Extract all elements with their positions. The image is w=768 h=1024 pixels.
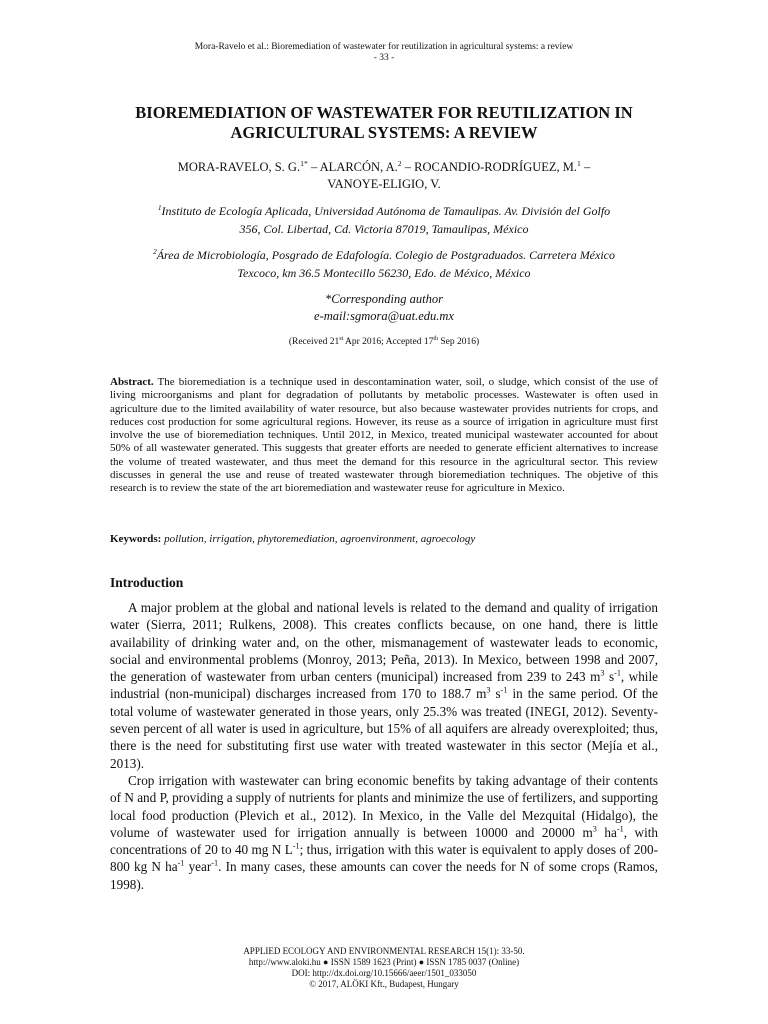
author-2: ALARCÓN, A. [319, 160, 398, 174]
author-separator: – [307, 160, 320, 174]
keywords-label: Keywords: [110, 533, 162, 545]
accepted-text: Apr 2016; Accepted 17 [343, 337, 434, 347]
corresponding-author-label: *Corresponding author [325, 292, 443, 306]
superscript: -1 [292, 841, 300, 851]
journal-issn: http://www.aloki.hu ● ISSN 1589 1623 (Print) ● ISSN 1785 0037 (Online) [248, 957, 520, 967]
affiliation-2-marker: 2 [153, 247, 157, 256]
abstract [110, 376, 658, 496]
author-3: ROCANDIO-RODRÍGUEZ, M. [414, 160, 578, 174]
paragraph-text: Crop irrigation with wastewater can bring economic benefits by taking advantage of their contents of N and P, providing a supply of nutrients for plants and minimize the use of fertilizers, and supporting local food production (Plevich et al., 2012). In Mexico, in the Valle del Mezquital (Hidalgo), the volume of wastewater used for irrigation annually is between 10000 and 20000 m [110, 772, 658, 840]
affiliation-1-line-2: 356, Col. Libertad, Cd. Victoria 87019, Tamaulipas, México [239, 222, 529, 236]
corresponding-email-line [110, 308, 658, 325]
affiliation-1 [110, 202, 658, 238]
journal-copyright: © 2017, ALÖKI Kft., Budapest, Hungary [309, 979, 459, 989]
paragraph [110, 772, 658, 893]
author-1: MORA-RAVELO, S. G. [177, 160, 301, 174]
introduction-body [110, 599, 658, 893]
paragraph-text: . In many cases, these amounts can cover the needs for N of some crops (Ramos, 1998). [110, 859, 658, 892]
accepted-ordinal: th [433, 335, 438, 342]
paragraph-text: ha [596, 824, 617, 840]
paragraph-text: s [604, 669, 615, 685]
journal-footer [110, 946, 658, 990]
paper-title [100, 103, 668, 143]
title-line-1: BIOREMEDIATION OF WASTEWATER FOR REUTILIZATION IN [135, 103, 633, 122]
received-text: (Received 21 [288, 337, 340, 347]
superscript: -1 [177, 859, 185, 869]
accepted-year: Sep 2016) [437, 337, 480, 347]
running-head [110, 42, 658, 64]
author-separator: – [401, 160, 415, 174]
keywords [110, 533, 658, 546]
paragraph-text: year [184, 859, 212, 875]
paragraph-text: s [490, 686, 501, 702]
author-list [110, 159, 658, 193]
journal-citation: APPLIED ECOLOGY AND ENVIRONMENTAL RESEARCH 15(1): 33-50. [243, 946, 525, 956]
superscript: -1 [614, 668, 621, 678]
author-4: VANOYE-ELIGIO, V. [327, 177, 441, 191]
keywords-list: pollution, irrigation, phytoremediation, agroenvironment, agroecology [161, 533, 476, 545]
email-link[interactable]: sgmora@uat.edu.mx [350, 309, 454, 323]
page-number: - 33 - [373, 53, 395, 63]
paragraph-text: in the same period. Of the total volume of wastewater generated in those years, only 25.3% was treated (INEGI, 2012). Seventy-seven percent of all water is used in agriculture, but 15% of all aquifers are already overexploited; thus, there is the need for substituting first use water with treated wastewater in this sector (Mejía et al., 2013). [110, 686, 659, 771]
paragraph-text: A major problem at the global and national levels is related to the demand and quality of irrigation water (Sierra, 2011; Rulkens, 2008). This creates conflicts because, on one hand, there is little availability of drinking water and, on the other, mismanagement of wastewater leads to economic, social and environmental problems (Monroy, 2013; Peña, 2013). In Mexico, between 1998 and 2007, the generation of wastewater from urban centers (municipal) increased from 239 to 243 m [110, 600, 658, 685]
affiliation-1-line-1: Instituto de Ecología Aplicada, Universidad Autónoma de Tamaulipas. Av. División del Golfo [161, 204, 611, 218]
section-heading-introduction: Introduction [110, 575, 184, 590]
affiliation-2-line-1: Área de Microbiología, Posgrado de Edafología. Colegio de Postgraduados. Carretera México [156, 248, 615, 262]
superscript: 3 [600, 668, 605, 678]
superscript: 3 [592, 824, 597, 834]
paragraph-text: , while industrial (non-municipal) discharges increased from 170 to 188.7 m [110, 669, 658, 702]
abstract-label: Abstract. [110, 376, 154, 388]
author-1-marker: 1* [300, 158, 308, 168]
paragraph-text: ; thus, irrigation with this water is equivalent to apply doses of 200-800 kg N ha [110, 842, 658, 875]
paragraph-text: , with concentrations of 20 to 40 mg N L [110, 824, 659, 858]
superscript: -1 [211, 859, 219, 869]
title-line-2: AGRICULTURAL SYSTEMS: A REVIEW [230, 123, 538, 142]
received-dates [110, 336, 658, 348]
paragraph [110, 599, 658, 772]
superscript: -1 [616, 824, 624, 834]
superscript: 3 [486, 686, 491, 696]
journal-doi: DOI: http://dx.doi.org/10.15666/aeer/1501_033050 [291, 968, 477, 978]
author-3-marker: 1 [577, 158, 581, 168]
author-2-marker: 2 [397, 158, 402, 168]
abstract-text: The bioremediation is a technique used in descontamination water, soil, o sludge, which consist of the use of living microorganisms and plant for degradation of pollutants by metabolic processes. Wastewater is often used in agriculture due to the limited availability of water resource, but also because wastewater provides nutrients for crops, and reduces cost production for some agricultural regions. However, its reuse as a source of irrigation in agriculture must first involve the use of bioremediation techniques. Until 2012, in Mexico, treated municipal wastewater accounted for about 50% of all wastewater generated. This suggests that greater efforts are needed to generate efficient alternatives to increase the volume of treated wastewater, and thus meet the demand for this resource in the agricultural sector. This review discusses in general the use and reuse of treated wastewater through bioremediation techniques. The objetive of this research is to review the state of the art bioremediation and wastewater reuse for agriculture in Mexico. [110, 376, 658, 495]
affiliation-2 [110, 246, 658, 282]
affiliation-2-line-2: Texcoco, km 36.5 Montecillo 56230, Edo. de México, México [237, 266, 531, 280]
email-prefix: e-mail: [314, 309, 351, 323]
affiliation-1-marker: 1 [157, 203, 162, 212]
running-head-title: Mora-Ravelo et al.: Bioremediation of wastewater for reutilization in agricultural systems: a review [194, 42, 574, 52]
received-ordinal: st [339, 335, 344, 342]
superscript: -1 [500, 686, 508, 696]
author-separator: – [580, 160, 591, 174]
corresponding-author [110, 291, 658, 325]
